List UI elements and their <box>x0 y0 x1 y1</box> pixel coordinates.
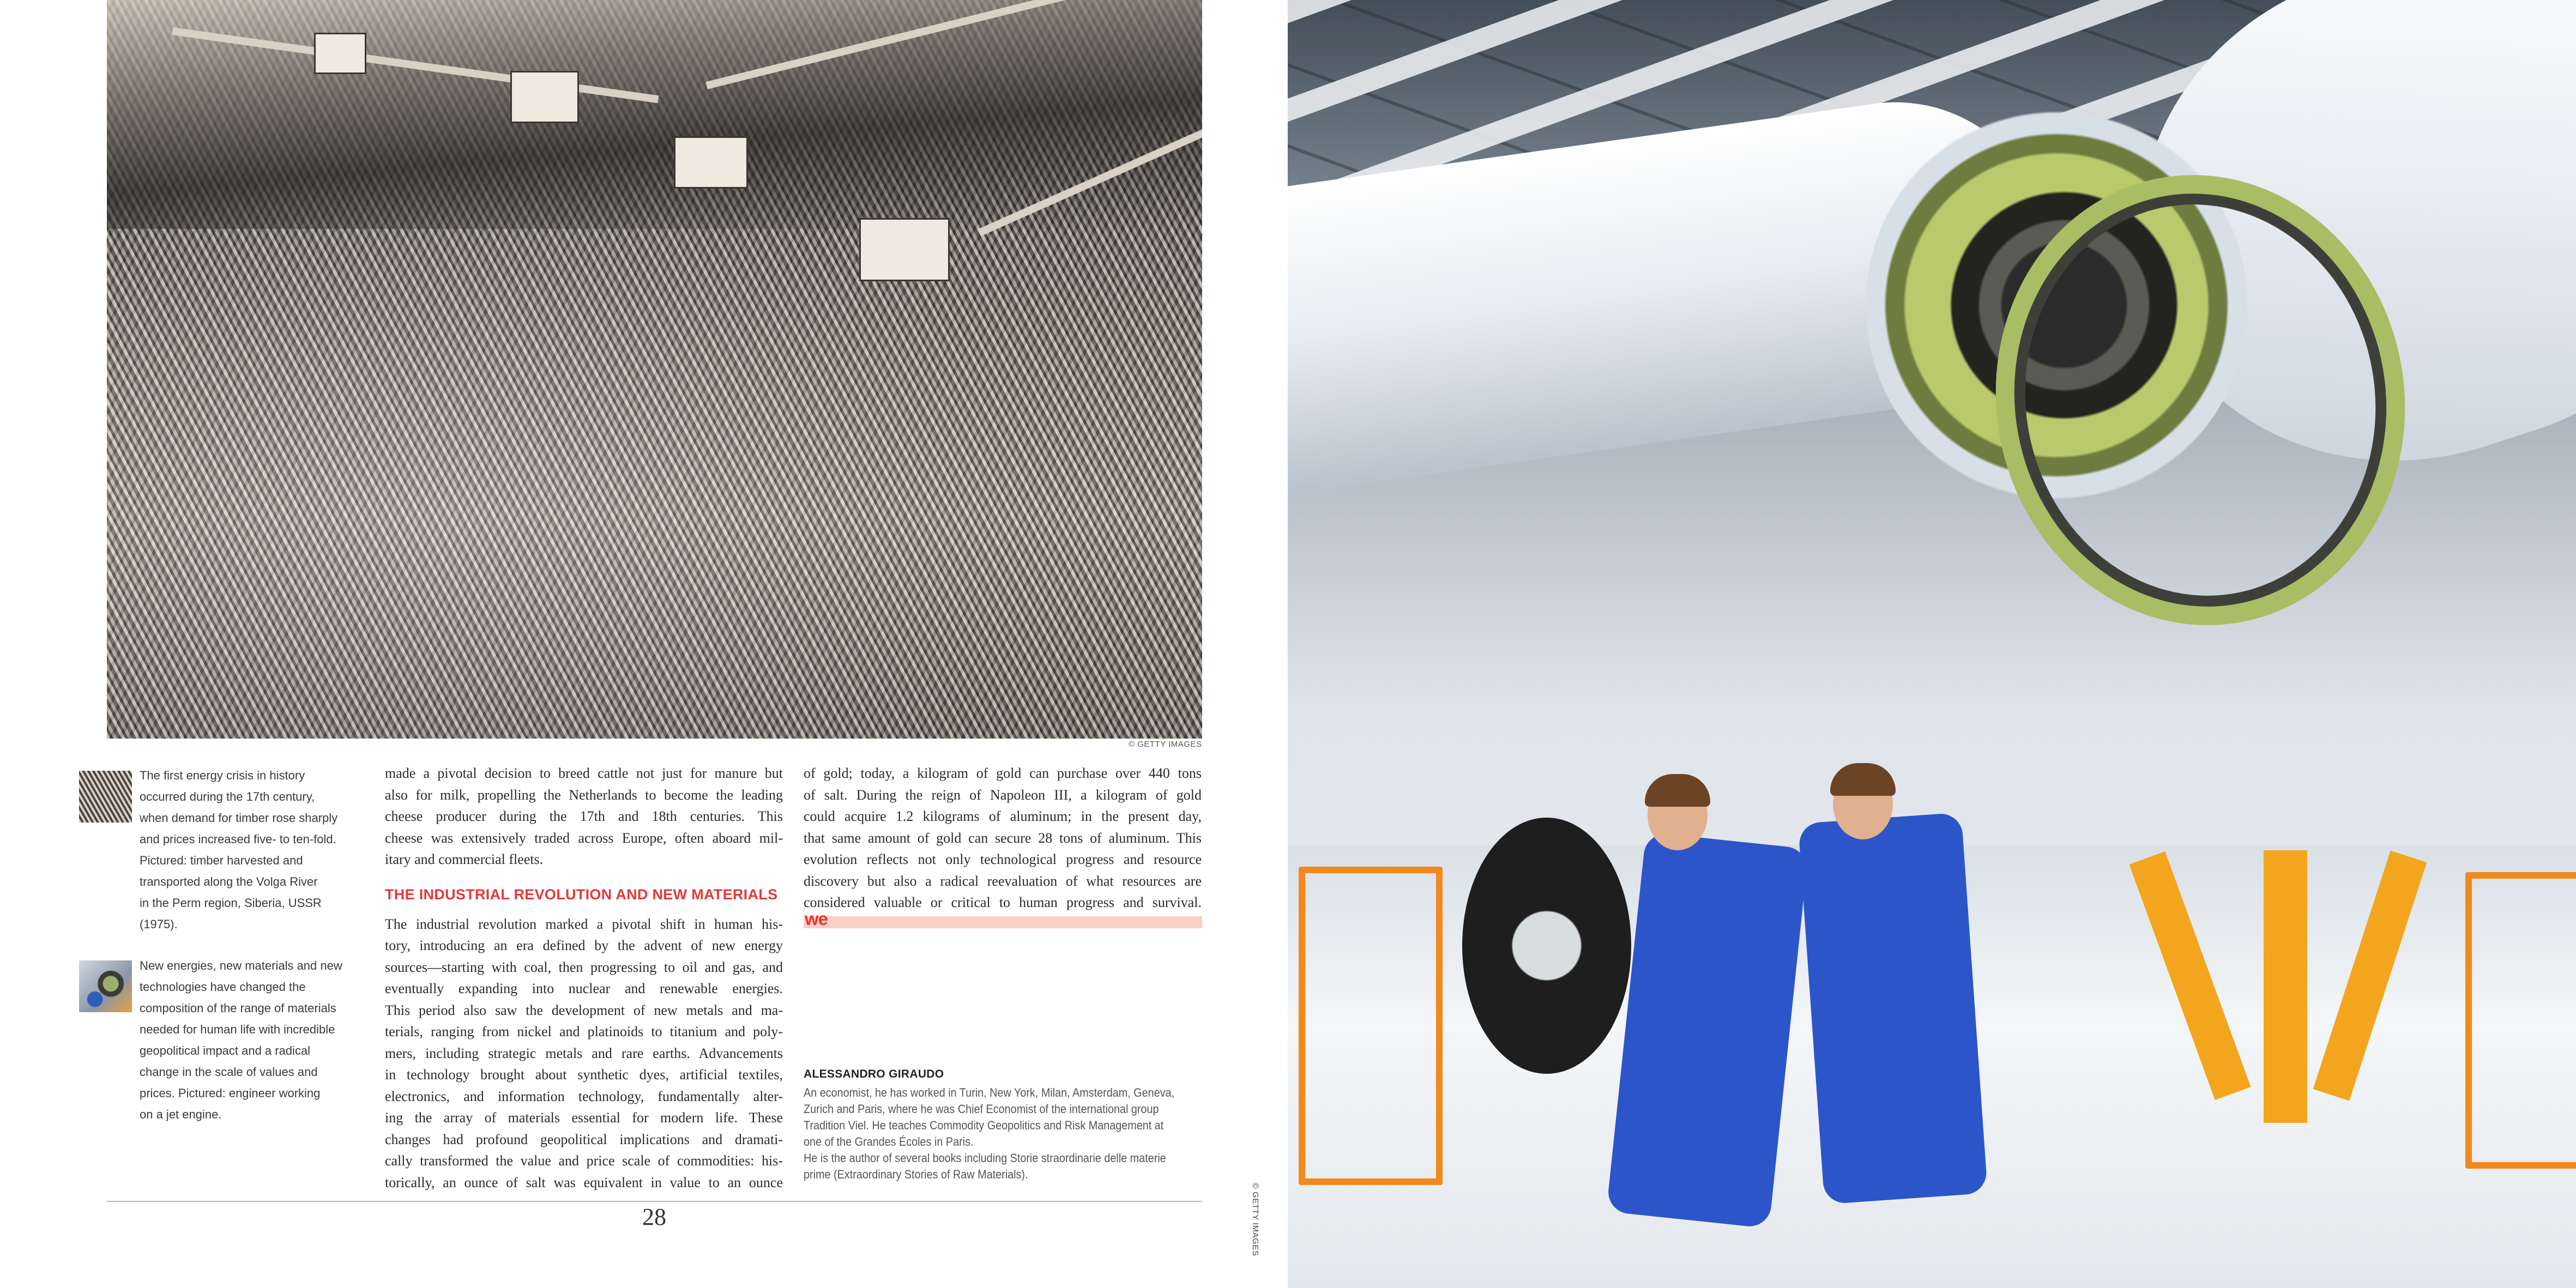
author-name: ALESSANDRO GIRAUDO <box>804 1068 944 1080</box>
caption-thumbnail-timber <box>79 771 132 823</box>
body-column-1 <box>385 763 783 1193</box>
photo-credit-top: © GETTY IMAGES <box>1129 740 1202 749</box>
river-hut <box>674 136 748 189</box>
caption-line: prices. Pictured: engineer working <box>140 1086 321 1100</box>
jet-engine-photo <box>1288 0 2576 1288</box>
engineer-hair <box>1645 774 1710 807</box>
landing-gear-tire <box>1462 818 1631 1074</box>
caption-line: The first energy crisis in history <box>140 769 305 782</box>
author-bio-line: one of the Grandes Écoles in Paris. <box>804 1135 974 1148</box>
timber-river-photo <box>107 0 1202 739</box>
body-line: sources—starting with coal, then progressing to oil and gas, and <box>385 959 783 975</box>
body-line: mers, including strategic metals and rare earths. Advancements <box>385 1045 783 1061</box>
body-line: could acquire 1.2 kilograms of aluminum; in the present day, <box>804 808 1202 824</box>
section-heading: THE INDUSTRIAL REVOLUTION AND NEW MATERIALS <box>385 886 778 903</box>
river-water <box>107 0 1202 229</box>
body-column-2 <box>804 763 1202 914</box>
body-line: considered valuable or critical to human progress and survival. <box>804 894 1202 910</box>
we-logo: we <box>805 909 828 929</box>
body-line: that same amount of gold can secure 28 tons of aluminum. This <box>804 830 1202 846</box>
body-line: cheese was extensively traded across Europe, often aboard mil- <box>385 830 783 846</box>
maintenance-stand <box>1299 867 1443 1185</box>
river-hut <box>859 218 950 281</box>
body-line: itary and commercial fleets. <box>385 851 544 867</box>
body-line: cally transformed the value and price scale of commodities: his- <box>385 1153 783 1169</box>
photo-credit-right: © GETTY IMAGES <box>1251 1183 1260 1256</box>
body-line: ing the array of materials essential for modern life. These <box>385 1110 783 1126</box>
page-number: 28 <box>642 1204 666 1230</box>
body-line: in technology brought about synthetic dyes, artificial textiles, <box>385 1067 783 1083</box>
body-line: The industrial revolution marked a pivotal shift in human his- <box>385 916 783 932</box>
caption-line: technologies have changed the <box>140 980 306 994</box>
engine-jack-leg <box>2264 850 2307 1123</box>
body-line: cheese producer during the 17th and 18th centuries. This <box>385 808 783 824</box>
body-line: electronics, and information technology, fundamentally alter- <box>385 1088 783 1104</box>
caption-line: needed for human life with incredible <box>140 1023 335 1036</box>
body-line: evolution reflects not only technological progress and resource <box>804 851 1202 867</box>
engineer-hair <box>1830 763 1896 796</box>
footer-rule <box>107 1201 1202 1202</box>
caption-line: occurred during the 17th century, <box>140 790 315 803</box>
author-bio <box>804 1085 1175 1183</box>
body-line: torically, an ounce of salt was equivalent in value to an ounce <box>385 1174 783 1190</box>
caption-line: (1975). <box>140 917 178 931</box>
body-line: made a pivotal decision to breed cattle not just for manure but <box>385 765 783 781</box>
caption-line: when demand for timber rose sharply <box>140 811 338 825</box>
caption-line: New energies, new materials and new <box>140 959 342 972</box>
author-bio-line: Tradition Viel. He teaches Commodity Geopolitics and Risk Management at <box>804 1118 1164 1132</box>
caption-line: composition of the range of materials <box>140 1001 336 1015</box>
caption-thumbnail-engine <box>79 960 132 1012</box>
author-bio-line: An economist, he has worked in Turin, New York, Milan, Amsterdam, Geneva, <box>804 1086 1175 1099</box>
body-line: changes had profound geopolitical implications and dramati- <box>385 1131 783 1147</box>
author-bio-line: Zurich and Paris, where he was Chief Economist of the international group <box>804 1102 1159 1116</box>
body-line: of salt. During the reign of Napoleon III, a kilogram of gold <box>804 787 1202 803</box>
body-line: of gold; today, a kilogram of gold can purchase over 440 tons <box>804 765 1202 781</box>
maintenance-stand <box>2465 872 2576 1169</box>
body-line: This period also saw the development of new metals and ma- <box>385 1002 783 1018</box>
caption-line: change in the scale of values and <box>140 1065 318 1079</box>
body-line: also for milk, propelling the Netherlands to become the leading <box>385 787 783 803</box>
river-hut <box>510 71 579 123</box>
article-end-bar <box>804 916 1202 928</box>
author-bio-line: He is the author of several books including Storie straordinarie delle materie <box>804 1151 1166 1165</box>
caption-timber <box>140 765 369 935</box>
caption-line: in the Perm region, Siberia, USSR <box>140 896 322 910</box>
body-line: discovery but also a radical reevaluation of what resources are <box>804 873 1202 889</box>
body-line: terials, ranging from nickel and platinoids to titanium and poly- <box>385 1024 783 1039</box>
body-line: eventually expanding into nuclear and renewable energies. <box>385 981 783 996</box>
caption-line: and prices increased five- to ten-fold. <box>140 832 336 846</box>
author-bio-line: prime (Extraordinary Stories of Raw Materials). <box>804 1168 1028 1181</box>
body-line: tory, introducing an era defined by the advent of new energy <box>385 938 783 953</box>
caption-engine <box>140 955 369 1125</box>
caption-line: Pictured: timber harvested and <box>140 854 303 867</box>
caption-line: transported along the Volga River <box>140 875 318 888</box>
river-hut <box>314 33 366 74</box>
caption-line: on a jet engine. <box>140 1108 222 1121</box>
engineer-kneeling-right <box>1798 812 1988 1204</box>
caption-line: geopolitical impact and a radical <box>140 1044 311 1057</box>
